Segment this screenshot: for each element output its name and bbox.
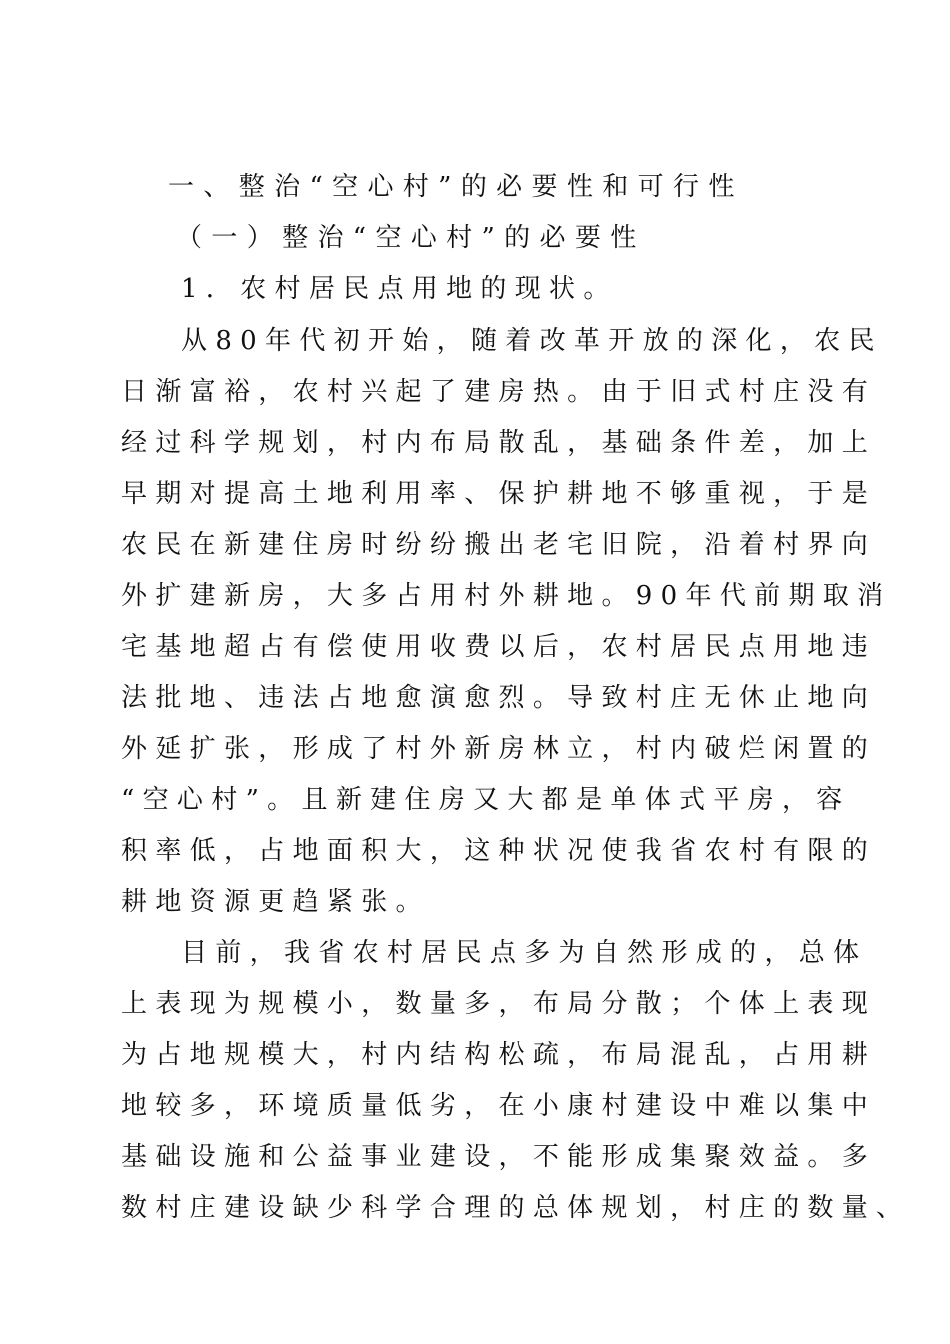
paragraph-line: “空心村”。且新建住房又大都是单体式平房，容: [121, 785, 851, 815]
paragraph-line: 法批地、违法占地愈演愈烈。导致村庄无休止地向: [121, 683, 877, 713]
paragraph-line: 宅基地超占有偿使用收费以后，农村居民点用地违: [121, 632, 877, 662]
paragraph-line: 上表现为规模小，数量多，布局分散；个体上表现: [121, 989, 877, 1019]
paragraph-line: 积率低，占地面积大，这种状况使我省农村有限的: [121, 836, 877, 866]
paragraph-line: 外扩建新房，大多占用村外耕地。90年代前期取消: [121, 581, 892, 611]
section-heading: 一、整治“空心村”的必要性和可行性: [168, 172, 744, 202]
paragraph-line: 耕地资源更趋紧张。: [121, 887, 430, 917]
paragraph-line: 农民在新建住房时纷纷搬出老宅旧院，沿着村界向: [121, 530, 877, 560]
paragraph-line: 外延扩张，形成了村外新房林立，村内破烂闲置的: [121, 734, 877, 764]
paragraph-line: 从80年代初开始，随着改革开放的深化，农民: [181, 326, 883, 356]
paragraph-line: 数村庄建设缺少科学合理的总体规划，村庄的数量、: [121, 1193, 911, 1223]
item-heading: 1．农村居民点用地的现状。: [181, 274, 618, 304]
paragraph-line: 地较多，环境质量低劣，在小康村建设中难以集中: [121, 1091, 877, 1121]
subsection-heading: （一）整治“空心村”的必要性: [176, 223, 646, 253]
paragraph-line: 目前，我省农村居民点多为自然形成的，总体: [181, 938, 868, 968]
paragraph-line: 基础设施和公益事业建设，不能形成集聚效益。多: [121, 1142, 877, 1172]
paragraph-line: 早期对提高土地利用率、保护耕地不够重视，于是: [121, 479, 877, 509]
paragraph-line: 日渐富裕，农村兴起了建房热。由于旧式村庄没有: [121, 377, 877, 407]
paragraph-line: 经过科学规划，村内布局散乱，基础条件差，加上: [121, 428, 877, 458]
paragraph-line: 为占地规模大，村内结构松疏，布局混乱，占用耕: [121, 1040, 877, 1070]
